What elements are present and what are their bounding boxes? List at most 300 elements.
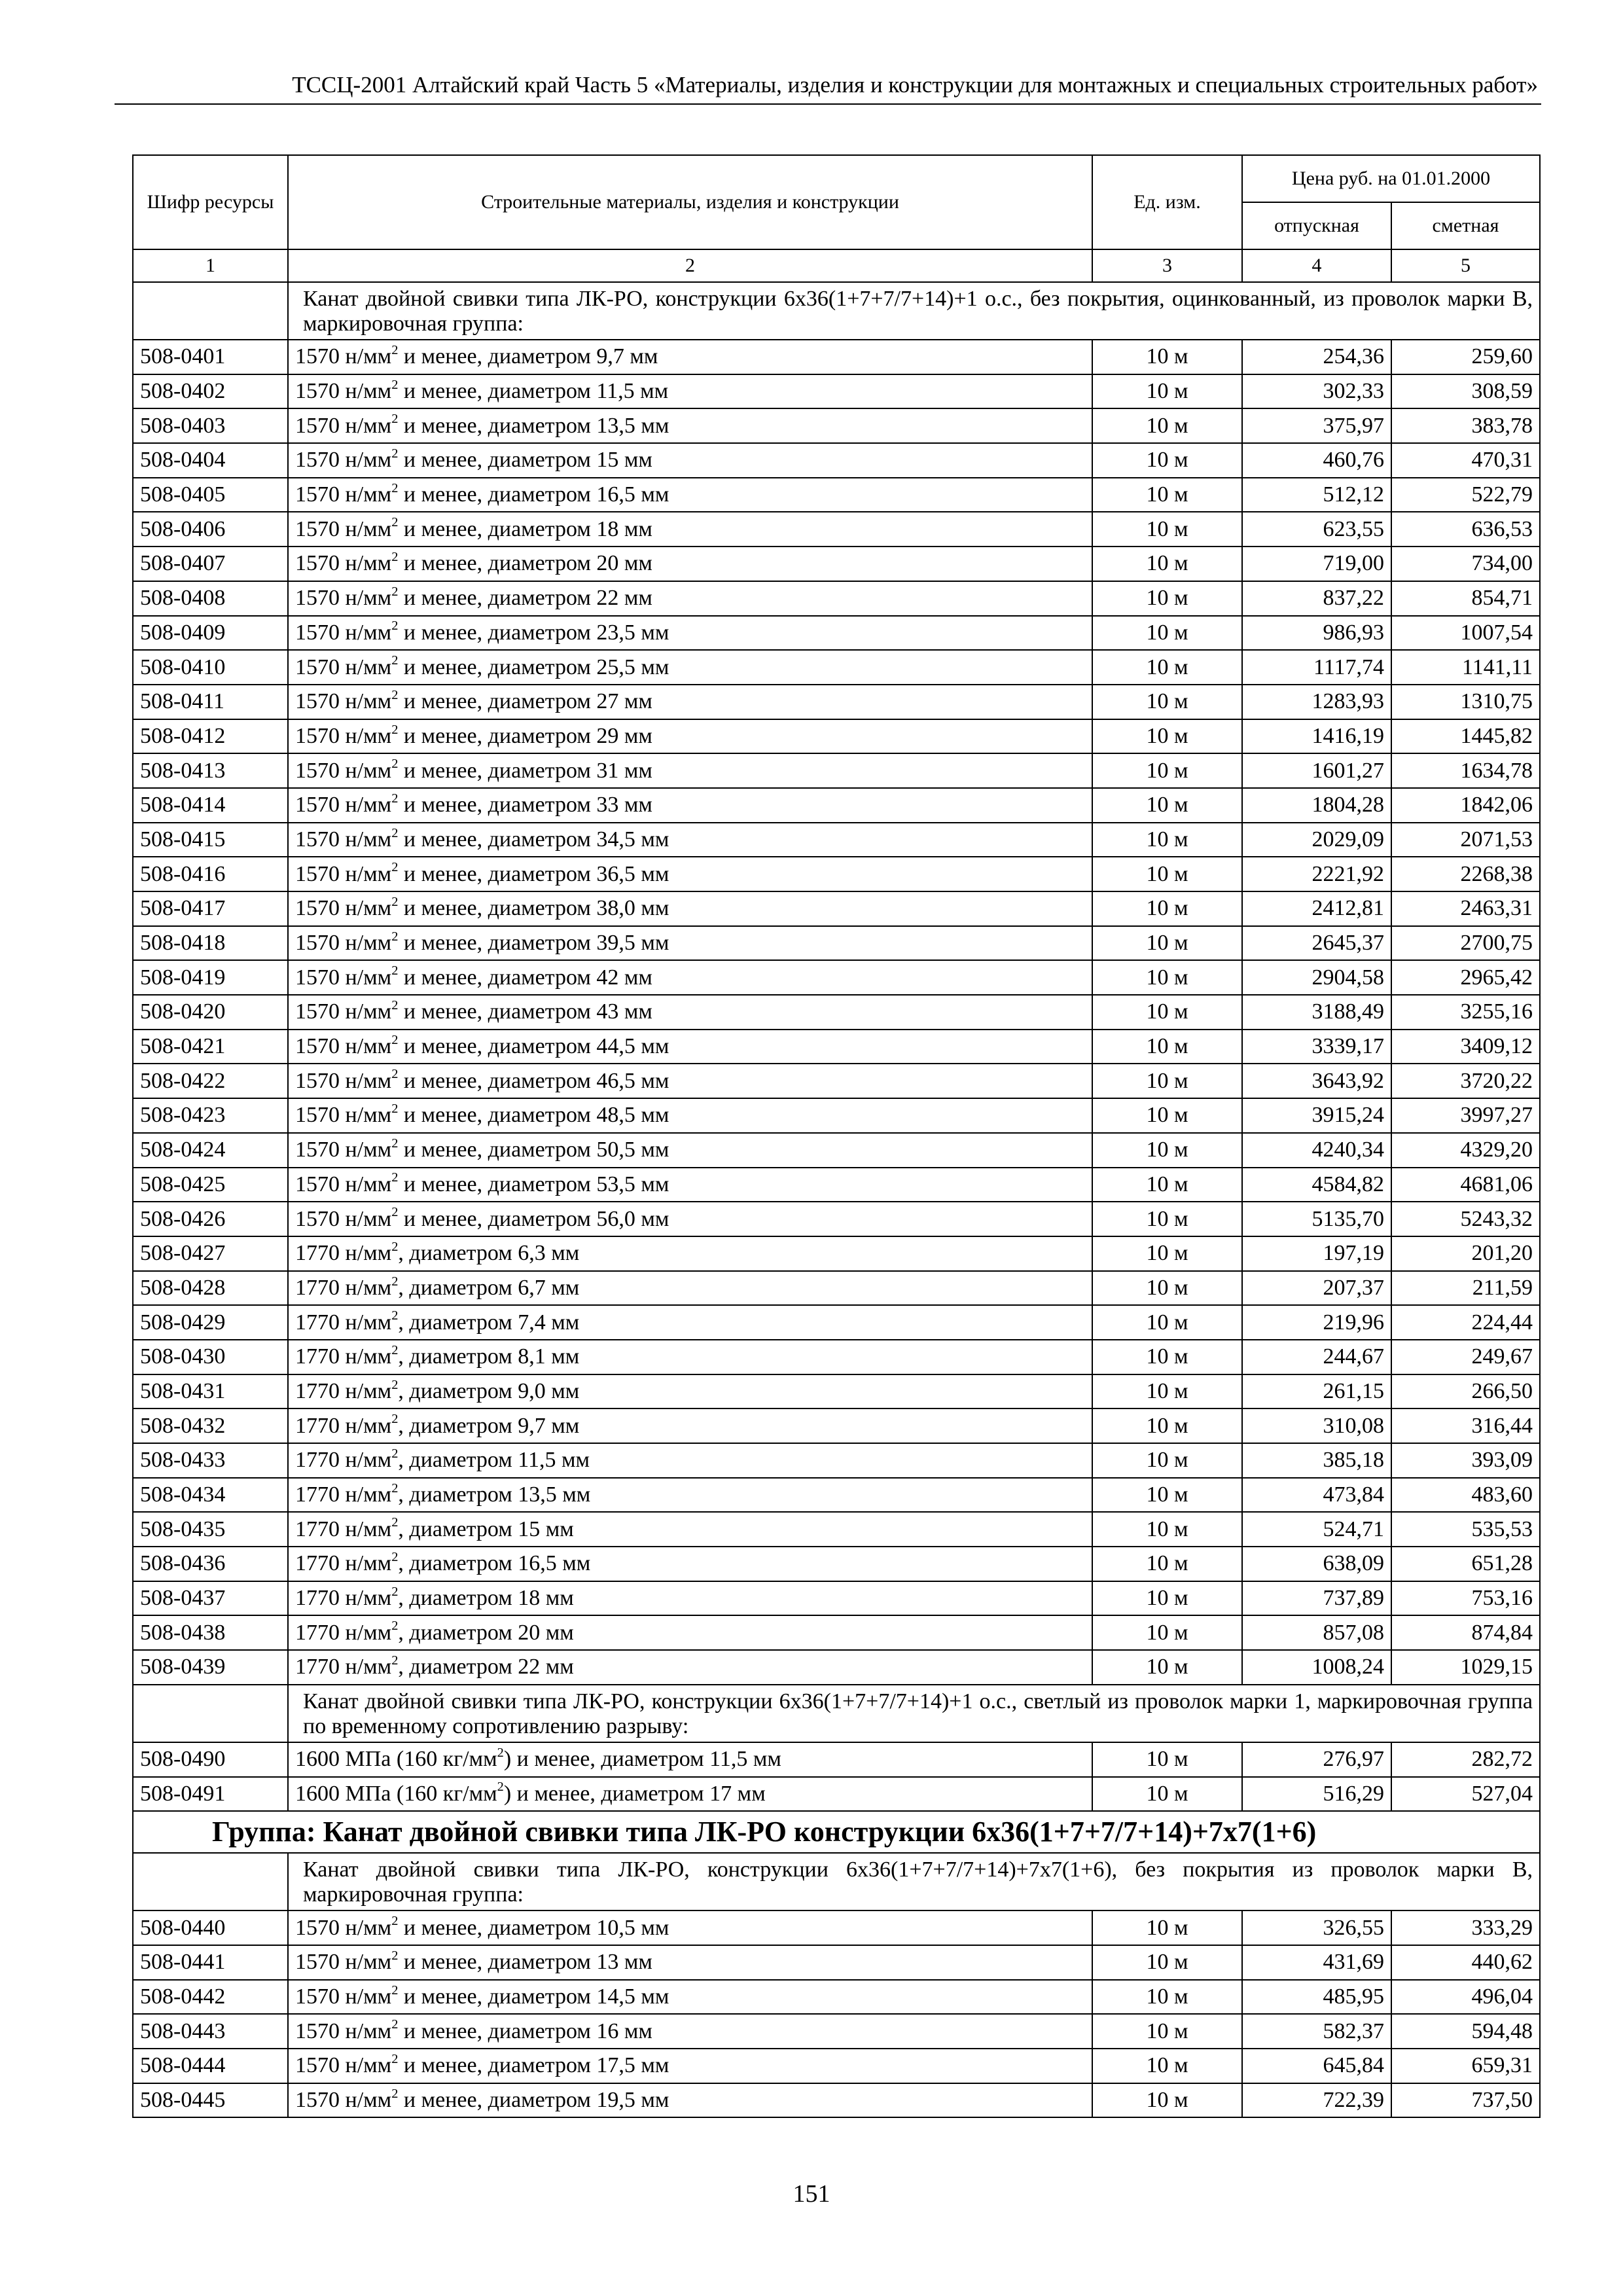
superscript: 2 <box>391 1136 399 1151</box>
estimate-price: 249,67 <box>1391 1340 1540 1374</box>
release-price: 460,76 <box>1242 443 1391 478</box>
release-price: 1283,93 <box>1242 685 1391 719</box>
table-row <box>133 926 1540 961</box>
table-row <box>133 823 1540 857</box>
material-strength: 1570 н/мм <box>295 1172 392 1196</box>
table-row <box>133 1271 1540 1306</box>
table-row <box>133 340 1540 374</box>
material-strength: 1570 н/мм <box>295 2087 392 2112</box>
material-diameter: и менее, диаметром 23,5 мм <box>398 620 669 645</box>
material-name <box>288 650 1092 685</box>
material-name <box>288 1443 1092 1478</box>
material-diameter: , диаметром 6,7 мм <box>398 1275 580 1300</box>
material-strength: 1770 н/мм <box>295 1448 392 1473</box>
material-name <box>288 926 1092 961</box>
unit-of-measure: 10 м <box>1092 512 1242 547</box>
column-number: 2 <box>288 249 1092 282</box>
material-strength: 1770 н/мм <box>295 1241 392 1266</box>
release-price: 276,97 <box>1242 1742 1391 1777</box>
material-strength: 1770 н/мм <box>295 1516 392 1541</box>
table-row <box>133 753 1540 788</box>
estimate-price: 5243,32 <box>1391 1202 1540 1236</box>
unit-of-measure: 10 м <box>1092 374 1242 409</box>
superscript: 2 <box>391 860 399 875</box>
table-row <box>133 650 1540 685</box>
material-strength: 1570 н/мм <box>295 620 392 645</box>
material-name <box>288 1202 1092 1236</box>
resource-code: 508-0429 <box>133 1305 288 1340</box>
unit-of-measure: 10 м <box>1092 960 1242 995</box>
material-name <box>288 581 1092 616</box>
estimate-price: 2268,38 <box>1391 857 1540 891</box>
release-price: 1416,19 <box>1242 719 1391 754</box>
unit-of-measure: 10 м <box>1092 1443 1242 1478</box>
release-price: 302,33 <box>1242 374 1391 409</box>
material-name <box>288 512 1092 547</box>
superscript: 2 <box>391 584 399 599</box>
material-name <box>288 1581 1092 1616</box>
release-price: 385,18 <box>1242 1443 1391 1478</box>
table-row <box>133 1910 1540 1945</box>
release-price: 512,12 <box>1242 478 1391 512</box>
material-strength: 1570 н/мм <box>295 551 392 576</box>
unit-of-measure: 10 м <box>1092 478 1242 512</box>
material-diameter: и менее, диаметром 10,5 мм <box>398 1915 669 1940</box>
material-diameter: и менее, диаметром 42 мм <box>398 965 652 990</box>
table-row <box>133 1168 1540 1202</box>
estimate-price: 383,78 <box>1391 408 1540 443</box>
material-strength: 1570 н/мм <box>295 2018 392 2043</box>
material-strength: 1570 н/мм <box>295 1915 392 1940</box>
table-row <box>133 1980 1540 2015</box>
table-row <box>133 1133 1540 1168</box>
unit-of-measure: 10 м <box>1092 995 1242 1030</box>
table-row <box>133 581 1540 616</box>
header-rule <box>115 103 1541 105</box>
release-price: 5135,70 <box>1242 1202 1391 1236</box>
unit-of-measure: 10 м <box>1092 1168 1242 1202</box>
superscript: 2 <box>497 1780 504 1795</box>
estimate-price: 2965,42 <box>1391 960 1540 995</box>
table-row <box>133 1615 1540 1650</box>
superscript: 2 <box>391 1982 399 1998</box>
superscript: 2 <box>391 2017 399 2032</box>
estimate-price: 440,62 <box>1391 1945 1540 1980</box>
material-diameter: и менее, диаметром 34,5 мм <box>398 827 669 852</box>
resource-code: 508-0422 <box>133 1064 288 1098</box>
table-row <box>133 788 1540 823</box>
estimate-price: 651,28 <box>1391 1547 1540 1581</box>
superscript: 2 <box>391 377 399 392</box>
resource-code: 508-0435 <box>133 1512 288 1547</box>
column-number: 3 <box>1092 249 1242 282</box>
table-row <box>133 1945 1540 1980</box>
header-materials: Строительные материалы, изделия и конструкции <box>288 155 1092 249</box>
unit-of-measure: 10 м <box>1092 719 1242 754</box>
material-strength: 1570 н/мм <box>295 344 392 369</box>
release-price: 219,96 <box>1242 1305 1391 1340</box>
table-row <box>133 1408 1540 1443</box>
table-row <box>133 374 1540 409</box>
resource-code: 508-0413 <box>133 753 288 788</box>
material-strength: 1570 н/мм <box>295 1034 392 1059</box>
material-strength: 1570 н/мм <box>295 723 392 748</box>
superscript: 2 <box>391 1480 399 1496</box>
material-name <box>288 1030 1092 1064</box>
material-name <box>288 1547 1092 1581</box>
material-diameter: и менее, диаметром 43 мм <box>398 999 652 1024</box>
unit-of-measure: 10 м <box>1092 926 1242 961</box>
release-price: 1804,28 <box>1242 788 1391 823</box>
material-name <box>288 1650 1092 1685</box>
material-name <box>288 995 1092 1030</box>
table-row <box>133 1305 1540 1340</box>
unit-of-measure: 10 м <box>1092 1742 1242 1777</box>
table-row <box>133 1650 1540 1685</box>
table-row <box>133 1512 1540 1547</box>
release-price: 582,37 <box>1242 2014 1391 2049</box>
superscript: 2 <box>391 791 399 806</box>
table-row <box>133 1236 1540 1271</box>
material-diameter: , диаметром 9,0 мм <box>398 1378 580 1403</box>
material-name <box>288 1512 1092 1547</box>
table-row <box>133 960 1540 995</box>
unit-of-measure: 10 м <box>1092 1980 1242 2015</box>
release-price: 431,69 <box>1242 1945 1391 1980</box>
unit-of-measure: 10 м <box>1092 408 1242 443</box>
material-name <box>288 1408 1092 1443</box>
material-strength: 1570 н/мм <box>295 379 392 404</box>
superscript: 2 <box>391 619 399 634</box>
resource-code: 508-0432 <box>133 1408 288 1443</box>
unit-of-measure: 10 м <box>1092 1374 1242 1409</box>
estimate-price: 1445,82 <box>1391 719 1540 754</box>
description-code-cell <box>133 1853 288 1910</box>
material-diameter: , диаметром 20 мм <box>398 1620 574 1645</box>
material-strength: 1570 н/мм <box>295 448 392 473</box>
section-description-row <box>133 1685 1540 1742</box>
release-price: 261,15 <box>1242 1374 1391 1409</box>
superscript: 2 <box>391 998 399 1013</box>
material-strength: 1770 н/мм <box>295 1551 392 1576</box>
unit-of-measure: 10 м <box>1092 581 1242 616</box>
material-diameter: , диаметром 16,5 мм <box>398 1551 591 1576</box>
material-name <box>288 960 1092 995</box>
table-row <box>133 1340 1540 1374</box>
resource-code: 508-0428 <box>133 1271 288 1306</box>
material-strength: 1570 н/мм <box>295 655 392 679</box>
superscript: 2 <box>391 894 399 909</box>
material-strength: 1570 н/мм <box>295 413 392 438</box>
unit-of-measure: 10 м <box>1092 1512 1242 1547</box>
material-name <box>288 1098 1092 1133</box>
material-strength: 1570 н/мм <box>295 1984 392 2009</box>
estimate-price: 333,29 <box>1391 1910 1540 1945</box>
resource-code: 508-0415 <box>133 823 288 857</box>
release-price: 3188,49 <box>1242 995 1391 1030</box>
material-diameter: и менее, диаметром 27 мм <box>398 689 652 714</box>
material-strength: 1570 н/мм <box>295 827 392 852</box>
material-strength: 1570 н/мм <box>295 586 392 611</box>
material-diameter: , диаметром 9,7 мм <box>398 1413 580 1438</box>
estimate-price: 874,84 <box>1391 1615 1540 1650</box>
description-code-cell <box>133 282 288 340</box>
release-price: 1117,74 <box>1242 650 1391 685</box>
table-row <box>133 995 1540 1030</box>
material-diameter: и менее, диаметром 9,7 мм <box>398 344 658 369</box>
resource-code: 508-0431 <box>133 1374 288 1409</box>
material-strength: 1570 н/мм <box>295 999 392 1024</box>
material-diameter: и менее, диаметром 39,5 мм <box>398 931 669 956</box>
release-price: 623,55 <box>1242 512 1391 547</box>
table-row <box>133 1443 1540 1478</box>
material-diameter: и менее, диаметром 31 мм <box>398 758 652 783</box>
resource-code: 508-0421 <box>133 1030 288 1064</box>
material-strength: 1570 н/мм <box>295 931 392 956</box>
material-diameter: и менее, диаметром 48,5 мм <box>398 1103 669 1128</box>
unit-of-measure: 10 м <box>1092 650 1242 685</box>
release-price: 375,97 <box>1242 408 1391 443</box>
superscript: 2 <box>391 1377 399 1392</box>
unit-of-measure: 10 м <box>1092 788 1242 823</box>
release-price: 2645,37 <box>1242 926 1391 961</box>
material-strength: 1570 н/мм <box>295 1068 392 1093</box>
header-code: Шифр ресурсы <box>133 155 288 249</box>
material-name <box>288 547 1092 581</box>
estimate-price: 659,31 <box>1391 2049 1540 2083</box>
material-name <box>288 1271 1092 1306</box>
material-strength: 1570 н/мм <box>295 965 392 990</box>
superscript: 2 <box>391 1446 399 1461</box>
release-price: 3915,24 <box>1242 1098 1391 1133</box>
table-row <box>133 1064 1540 1098</box>
table-row <box>133 2083 1540 2118</box>
release-price: 857,08 <box>1242 1615 1391 1650</box>
material-name <box>288 2014 1092 2049</box>
estimate-price: 636,53 <box>1391 512 1540 547</box>
superscript: 2 <box>391 1653 399 1668</box>
resource-code: 508-0439 <box>133 1650 288 1685</box>
column-numbers-row <box>133 249 1540 282</box>
resource-code: 508-0414 <box>133 788 288 823</box>
estimate-price: 3997,27 <box>1391 1098 1540 1133</box>
superscript: 2 <box>391 1584 399 1599</box>
material-diameter: и менее, диаметром 22 мм <box>398 586 652 611</box>
material-name <box>288 891 1092 926</box>
material-diameter: и менее, диаметром 53,5 мм <box>398 1172 669 1196</box>
material-diameter: и менее, диаметром 38,0 мм <box>398 896 669 921</box>
superscript: 2 <box>391 963 399 978</box>
material-diameter: и менее, диаметром 15 мм <box>398 448 652 473</box>
material-name <box>288 857 1092 891</box>
material-diameter: и менее, диаметром 19,5 мм <box>398 2087 669 2112</box>
unit-of-measure: 10 м <box>1092 823 1242 857</box>
estimate-price: 522,79 <box>1391 478 1540 512</box>
resource-code: 508-0436 <box>133 1547 288 1581</box>
resource-code: 508-0433 <box>133 1443 288 1478</box>
group-title: Группа: Канат двойной свивки типа ЛК-РО конструкции 6х36(1+7+7/7+14)+7х7(1+6) <box>133 1811 1540 1853</box>
material-diameter: , диаметром 13,5 мм <box>398 1482 591 1507</box>
material-diameter: , диаметром 8,1 мм <box>398 1344 580 1369</box>
estimate-price: 527,04 <box>1391 1777 1540 1812</box>
column-number: 5 <box>1391 249 1540 282</box>
material-diameter: и менее, диаметром 20 мм <box>398 551 652 576</box>
table-row <box>133 891 1540 926</box>
material-strength: 1570 н/мм <box>295 1138 392 1162</box>
header-unit: Ед. изм. <box>1092 155 1242 249</box>
material-name <box>288 1910 1092 1945</box>
estimate-price: 1029,15 <box>1391 1650 1540 1685</box>
release-price: 645,84 <box>1242 2049 1391 2083</box>
release-price: 4584,82 <box>1242 1168 1391 1202</box>
superscript: 2 <box>391 1274 399 1289</box>
material-diameter: и менее, диаметром 56,0 мм <box>398 1206 669 1231</box>
table-row <box>133 1202 1540 1236</box>
superscript: 2 <box>391 1914 399 1929</box>
header-price: Цена руб. на 01.01.2000 <box>1242 155 1540 202</box>
release-price: 2029,09 <box>1242 823 1391 857</box>
unit-of-measure: 10 м <box>1092 443 1242 478</box>
unit-of-measure: 10 м <box>1092 1030 1242 1064</box>
release-price: 2412,81 <box>1242 891 1391 926</box>
release-price: 1601,27 <box>1242 753 1391 788</box>
release-price: 326,55 <box>1242 1910 1391 1945</box>
resource-code: 508-0425 <box>133 1168 288 1202</box>
unit-of-measure: 10 м <box>1092 1236 1242 1271</box>
material-diameter: ) и менее, диаметром 17 мм <box>503 1781 766 1806</box>
material-name <box>288 685 1092 719</box>
superscript: 2 <box>391 2086 399 2101</box>
unit-of-measure: 10 м <box>1092 685 1242 719</box>
table-row <box>133 1098 1540 1133</box>
unit-of-measure: 10 м <box>1092 1910 1242 1945</box>
material-diameter: , диаметром 18 мм <box>398 1586 574 1611</box>
resource-code: 508-0427 <box>133 1236 288 1271</box>
unit-of-measure: 10 м <box>1092 1547 1242 1581</box>
superscript: 2 <box>391 1515 399 1530</box>
material-name <box>288 374 1092 409</box>
estimate-price: 3720,22 <box>1391 1064 1540 1098</box>
superscript: 2 <box>391 412 399 427</box>
resource-code: 508-0423 <box>133 1098 288 1133</box>
table-row <box>133 2014 1540 2049</box>
material-strength: 1570 н/мм <box>295 2053 392 2078</box>
material-name <box>288 1168 1092 1202</box>
release-price: 516,29 <box>1242 1777 1391 1812</box>
unit-of-measure: 10 м <box>1092 1615 1242 1650</box>
unit-of-measure: 10 м <box>1092 1777 1242 1812</box>
superscript: 2 <box>391 1067 399 1082</box>
unit-of-measure: 10 м <box>1092 1650 1242 1685</box>
material-diameter: , диаметром 22 мм <box>398 1655 574 1679</box>
superscript: 2 <box>391 1170 399 1185</box>
section-description: Канат двойной свивки типа ЛК-РО, конструкции 6х36(1+7+7/7+14)+1 о.с., светлый из проволок марки 1, маркировочная группа по временному сопротивлению разрыву: <box>288 1685 1540 1742</box>
estimate-price: 753,16 <box>1391 1581 1540 1616</box>
resource-code: 508-0445 <box>133 2083 288 2118</box>
table-row <box>133 1742 1540 1777</box>
release-price: 244,67 <box>1242 1340 1391 1374</box>
resource-code: 508-0403 <box>133 408 288 443</box>
estimate-price: 201,20 <box>1391 1236 1540 1271</box>
material-name <box>288 478 1092 512</box>
material-name <box>288 1777 1092 1812</box>
table-row <box>133 857 1540 891</box>
estimate-price: 2071,53 <box>1391 823 1540 857</box>
resource-code: 508-0426 <box>133 1202 288 1236</box>
material-strength: 1770 н/мм <box>295 1275 392 1300</box>
resource-code: 508-0491 <box>133 1777 288 1812</box>
estimate-price: 737,50 <box>1391 2083 1540 2118</box>
material-name <box>288 1478 1092 1513</box>
material-name <box>288 1615 1092 1650</box>
superscript: 2 <box>391 480 399 495</box>
unit-of-measure: 10 м <box>1092 2049 1242 2083</box>
superscript: 2 <box>391 929 399 944</box>
material-diameter: и менее, диаметром 44,5 мм <box>398 1034 669 1059</box>
material-diameter: и менее, диаметром 33 мм <box>398 793 652 817</box>
unit-of-measure: 10 м <box>1092 547 1242 581</box>
material-name <box>288 1980 1092 2015</box>
material-strength: 1570 н/мм <box>295 896 392 921</box>
estimate-price: 282,72 <box>1391 1742 1540 1777</box>
material-diameter: и менее, диаметром 16,5 мм <box>398 482 669 507</box>
column-number: 1 <box>133 249 288 282</box>
superscript: 2 <box>391 757 399 772</box>
superscript: 2 <box>391 1948 399 1963</box>
material-name <box>288 2083 1092 2118</box>
estimate-price: 3409,12 <box>1391 1030 1540 1064</box>
material-strength: 1770 н/мм <box>295 1310 392 1335</box>
table-row <box>133 2049 1540 2083</box>
material-strength: 1570 н/мм <box>295 758 392 783</box>
material-diameter: , диаметром 11,5 мм <box>398 1448 590 1473</box>
resource-code: 508-0402 <box>133 374 288 409</box>
release-price: 986,93 <box>1242 616 1391 651</box>
superscript: 2 <box>391 653 399 668</box>
header-estimate-price: сметная <box>1391 202 1540 249</box>
material-name <box>288 1305 1092 1340</box>
estimate-price: 4329,20 <box>1391 1133 1540 1168</box>
material-strength: 1770 н/мм <box>295 1378 392 1403</box>
release-price: 310,08 <box>1242 1408 1391 1443</box>
unit-of-measure: 10 м <box>1092 1478 1242 1513</box>
material-diameter: и менее, диаметром 29 мм <box>398 723 652 748</box>
material-diameter: и менее, диаметром 14,5 мм <box>398 1984 669 2009</box>
table-row <box>133 478 1540 512</box>
table-row <box>133 685 1540 719</box>
material-strength: 1770 н/мм <box>295 1344 392 1369</box>
resource-code: 508-0409 <box>133 616 288 651</box>
release-price: 485,95 <box>1242 1980 1391 2015</box>
price-table-body <box>133 155 1540 2117</box>
estimate-price: 1842,06 <box>1391 788 1540 823</box>
release-price: 3339,17 <box>1242 1030 1391 1064</box>
table-header-row <box>133 155 1540 202</box>
estimate-price: 3255,16 <box>1391 995 1540 1030</box>
superscript: 2 <box>391 1032 399 1047</box>
resource-code: 508-0444 <box>133 2049 288 2083</box>
unit-of-measure: 10 м <box>1092 857 1242 891</box>
material-strength: 1770 н/мм <box>295 1413 392 1438</box>
unit-of-measure: 10 м <box>1092 2014 1242 2049</box>
estimate-price: 2700,75 <box>1391 926 1540 961</box>
material-name <box>288 1133 1092 1168</box>
resource-code: 508-0418 <box>133 926 288 961</box>
material-strength: 1770 н/мм <box>295 1655 392 1679</box>
superscript: 2 <box>391 1342 399 1357</box>
estimate-price: 2463,31 <box>1391 891 1540 926</box>
estimate-price: 594,48 <box>1391 2014 1540 2049</box>
